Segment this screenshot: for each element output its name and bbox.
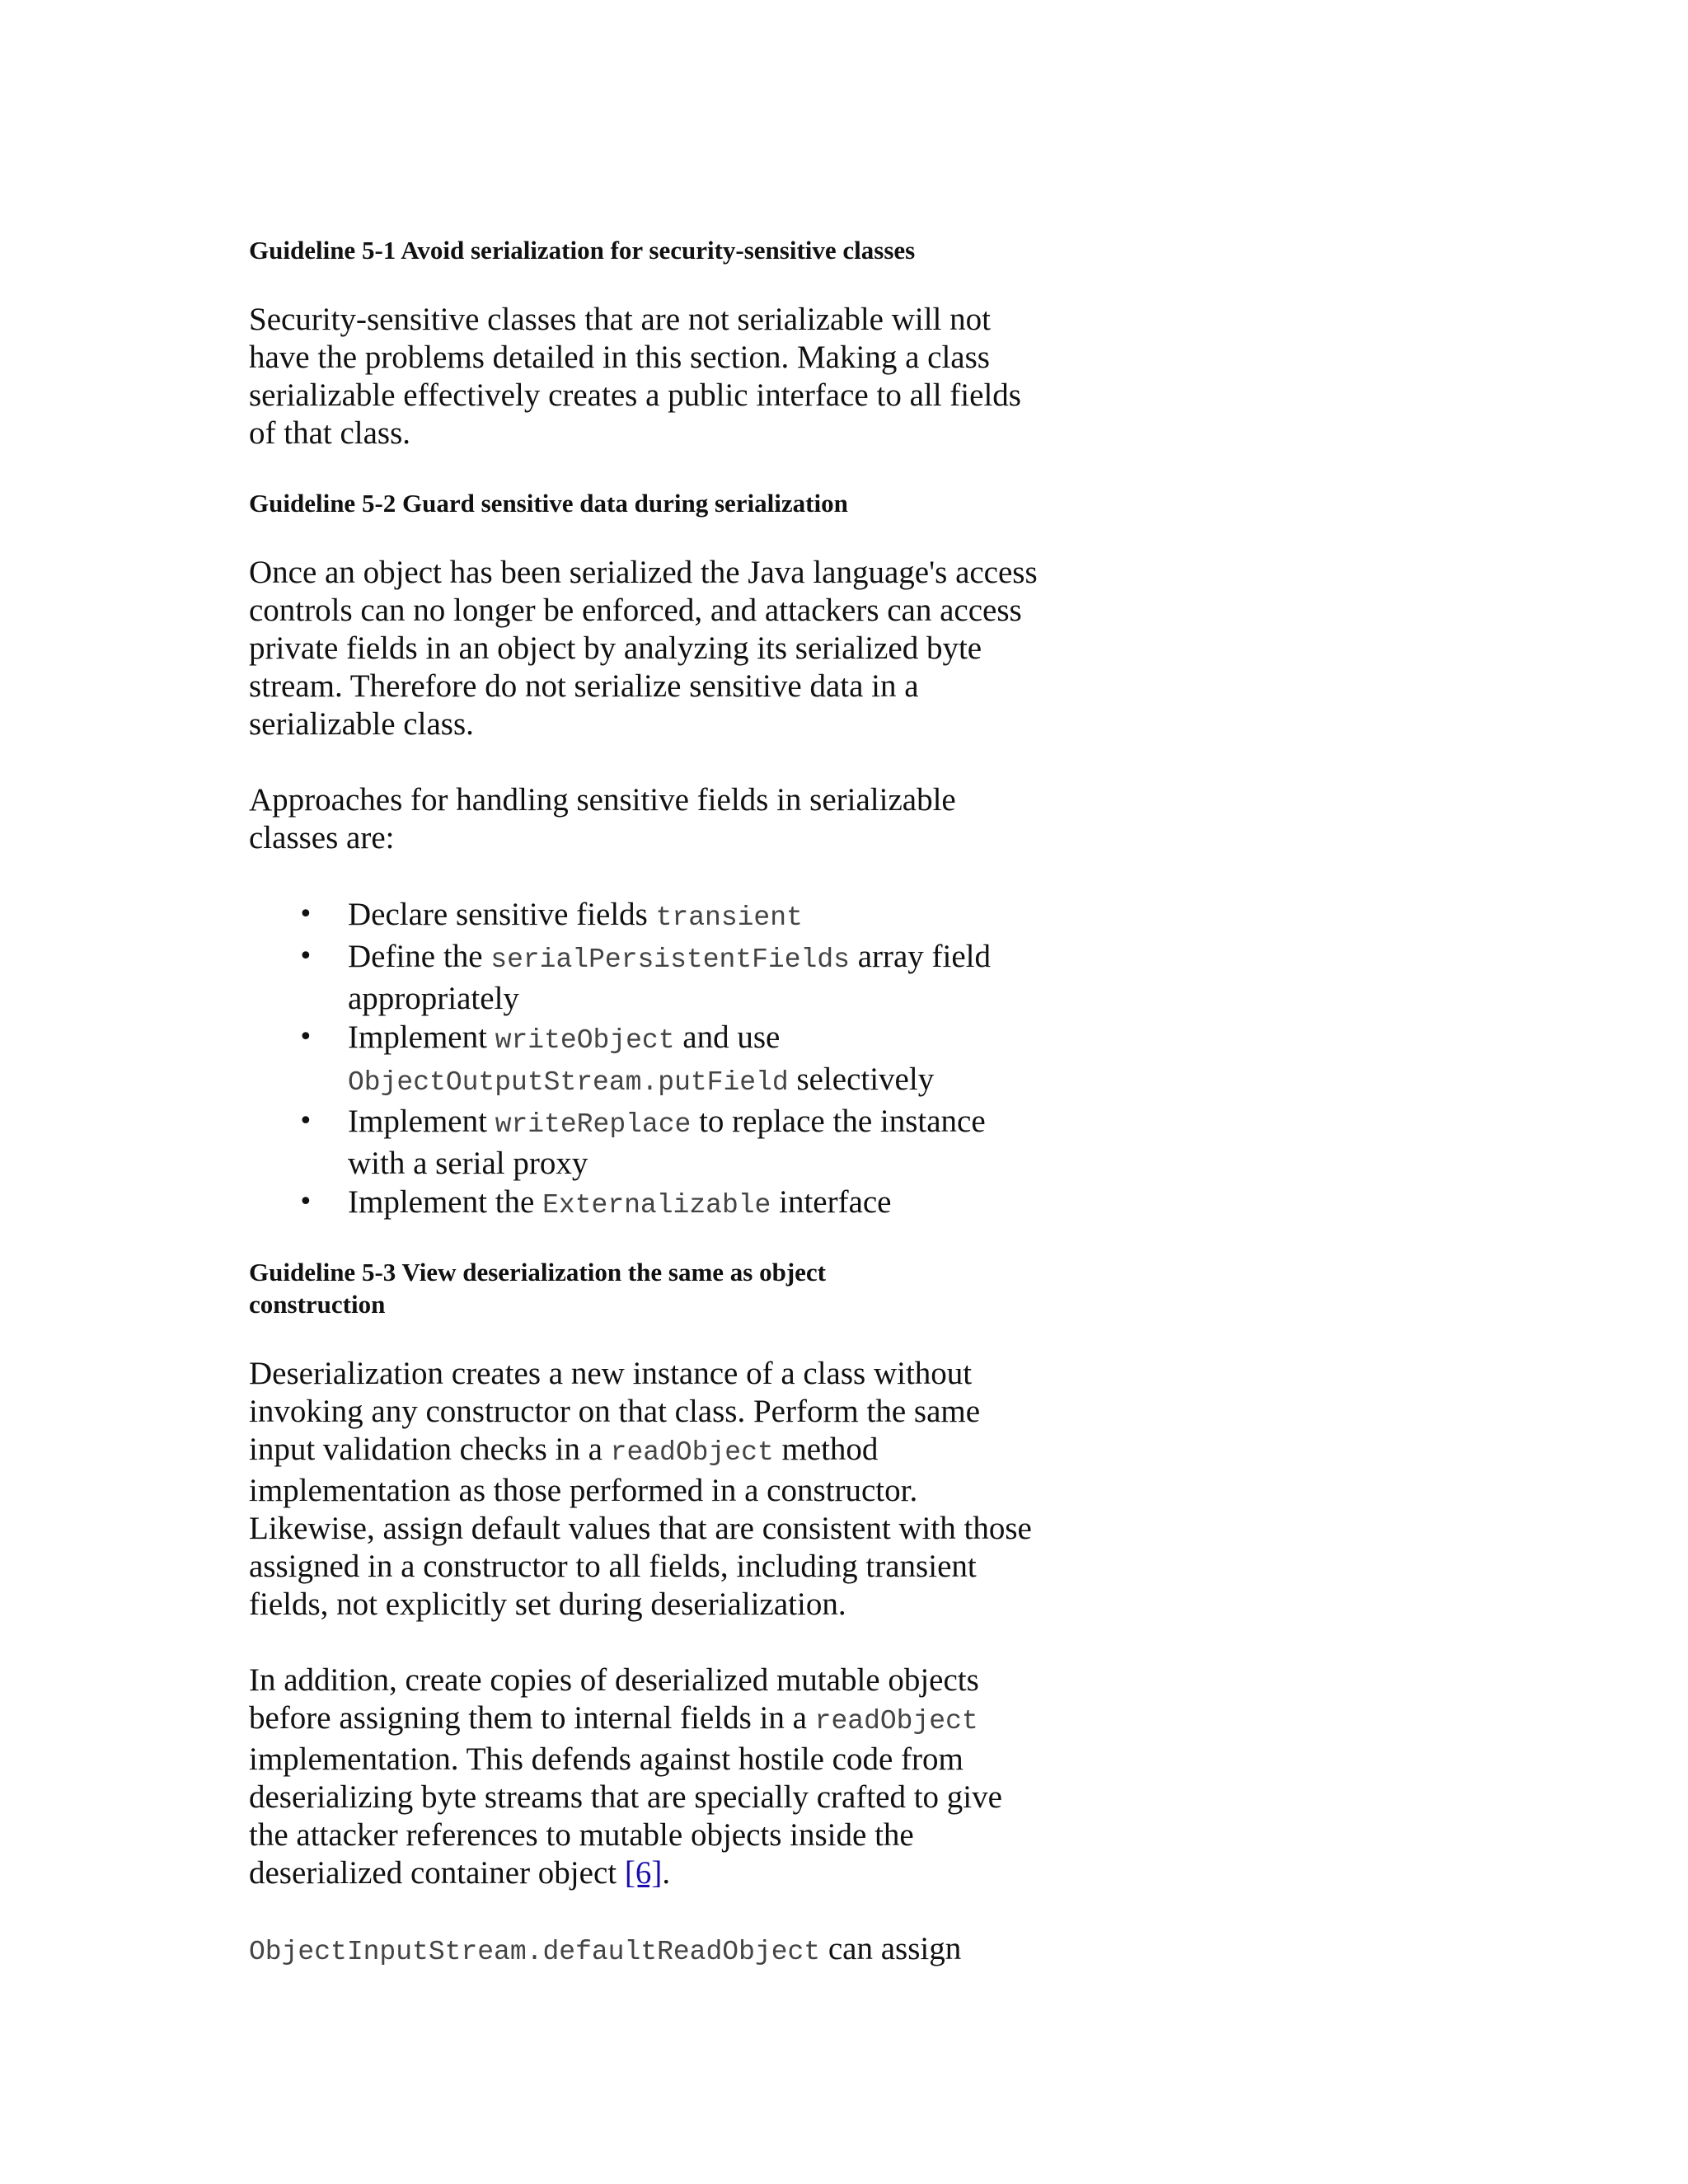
list-item-text: interface [771, 1184, 892, 1220]
list-item-text: Implement the [348, 1184, 543, 1220]
code-putfield: ObjectOutputStream.putField [348, 1067, 789, 1098]
list-item [249, 1183, 1040, 1225]
list-item [249, 1102, 1040, 1183]
bullet-icon: • [298, 1107, 313, 1136]
code-transient: transient [655, 902, 803, 933]
guideline-5-1-paragraph: Security-sensitive classes that are not serializable will not have the problems detailed in this section. Making a class serializable effectively creates a public interface to all fields of that class. [249, 302, 1021, 451]
code-writeobject: writeObject [495, 1025, 675, 1056]
list-item-text: Implement [348, 1019, 495, 1055]
list-item [249, 1018, 1040, 1102]
list-item [249, 937, 1040, 1018]
document-page [249, 234, 1040, 1971]
code-defaultreadobject: ObjectInputStream.defaultReadObject [249, 1937, 821, 1967]
paragraph-text: In addition, create copies of deserialized mutable objects before assigning them to internal fields in a [249, 1662, 979, 1736]
paragraph-text: Deserialization creates a new instance of a class without invoking any constructor on that class. Perform the same input validation checks in a [249, 1356, 981, 1467]
paragraph-text: can assign [820, 1931, 962, 1966]
guideline-5-3-heading: Guideline 5-3 View deserialization the same as object construction [249, 1258, 826, 1319]
paragraph-text: . [662, 1855, 671, 1891]
code-readobject: readObject [610, 1437, 774, 1468]
list-item-text: to replace the instance with a serial proxy [348, 1104, 986, 1181]
bullet-icon: • [298, 1023, 313, 1052]
paragraph-text: implementation. This defends against hostile code from deserializing byte streams that are specially crafted to give the attacker references to mutable objects inside the deserialized container object [249, 1741, 1002, 1891]
list-item-text: and use [674, 1019, 781, 1055]
bullet-icon: • [298, 900, 313, 929]
guideline-5-2-paragraph-1: Once an object has been serialized the Java language's access controls can no longer be enforced, and attackers can access private fields in an object by analyzing its serialized byte stream. Therefore do not serialize sensitive data in a serializable class. [249, 555, 1038, 742]
guideline-5-1-heading: Guideline 5-1 Avoid serialization for security-sensitive classes [249, 236, 916, 265]
code-readobject: readObject [814, 1706, 978, 1736]
code-serialpersistentfields: serialPersistentFields [490, 944, 850, 975]
guideline-5-2-heading: Guideline 5-2 Guard sensitive data during serialization [249, 489, 848, 518]
code-externalizable: Externalizable [542, 1190, 771, 1221]
guideline-5-3-paragraph-3 [249, 1930, 1040, 1971]
list-item-text: Define the [348, 939, 491, 974]
list-item-text: Declare sensitive fields [348, 897, 656, 932]
guideline-5-2-paragraph-2: Approaches for handling sensitive fields in serializable classes are: [249, 782, 956, 855]
bullet-icon: • [298, 1188, 313, 1216]
reference-link-6[interactable]: [6] [624, 1855, 663, 1891]
serialization-approaches-list [249, 895, 1040, 1225]
code-writereplace: writeReplace [495, 1109, 692, 1140]
paragraph-text: method implementation as those performed in a constructor. Likewise, assign default values that are consistent with those assigned in a constructor to all fields, including transient fields, not explicitly set during deserialization. [249, 1432, 1032, 1622]
guideline-5-3-paragraph-1 [249, 1355, 1040, 1624]
list-item [249, 895, 1040, 937]
guideline-5-3-paragraph-2 [249, 1661, 1040, 1892]
bullet-icon: • [298, 942, 313, 971]
list-item-text: array field appropriately [348, 939, 992, 1016]
list-item-text: selectively [788, 1062, 935, 1097]
list-item-text: Implement [348, 1104, 495, 1139]
